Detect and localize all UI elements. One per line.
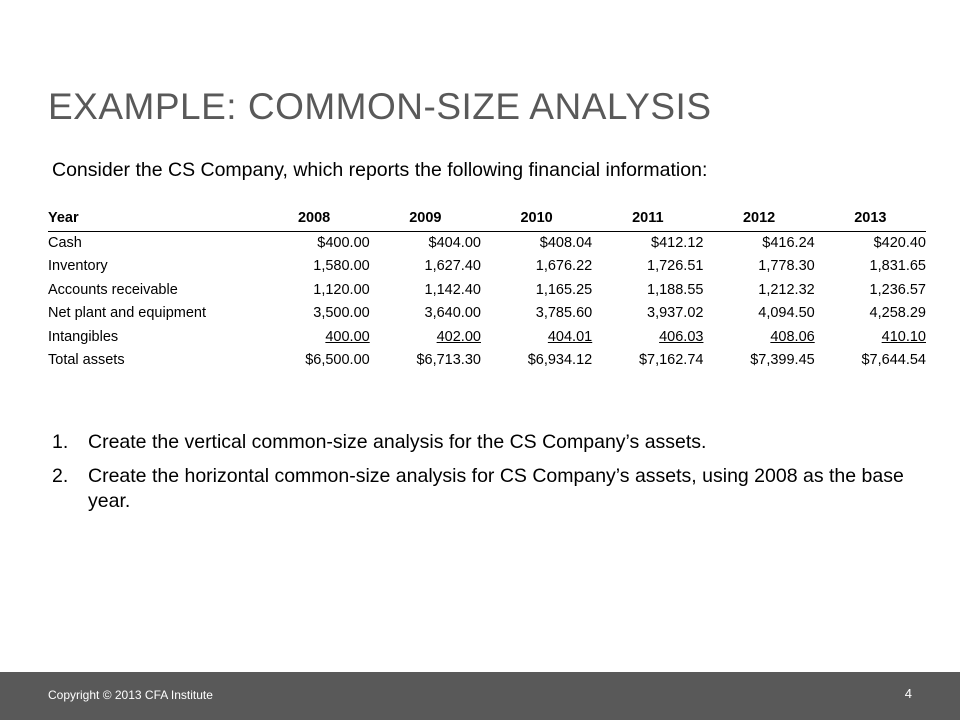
- table-cell: 1,831.65: [869, 258, 926, 274]
- column-header-2008: 2008: [258, 207, 369, 231]
- slide-title: EXAMPLE: COMMON-SIZE ANALYSIS: [48, 86, 712, 127]
- table-cell: 1,212.32: [758, 281, 815, 298]
- table-cell: $6,713.30: [416, 352, 481, 368]
- table-cell: 4,258.29: [869, 305, 926, 321]
- table-header-row: [48, 207, 926, 231]
- table-row-cash: [48, 231, 926, 255]
- column-header-2011: 2011: [592, 207, 703, 231]
- table-row-accounts-receivable: [48, 279, 926, 303]
- table-cell: $404.00: [428, 234, 481, 251]
- table-cell: $6,500.00: [305, 352, 370, 368]
- task-text: Create the vertical common-size analysis for the CS Company’s assets.: [88, 431, 707, 453]
- table-row-total-assets: [48, 349, 926, 373]
- row-label: Net plant and equipment: [48, 305, 206, 321]
- table-row-intangibles: [48, 326, 926, 350]
- table-cell: [592, 326, 703, 350]
- underlined-value: 406.03: [659, 328, 704, 345]
- intro-text: Consider the CS Company, which reports the following financial information:: [52, 159, 708, 181]
- table-cell: $400.00: [317, 234, 370, 251]
- task-list: [52, 430, 920, 523]
- table-cell: 1,165.25: [535, 281, 593, 298]
- underlined-value: 402.00: [436, 328, 481, 345]
- task-item: [52, 430, 920, 455]
- table-cell: 3,640.00: [424, 305, 481, 321]
- table-cell: 1,580.00: [313, 258, 370, 274]
- financial-table: [48, 207, 926, 373]
- page-number: 4: [904, 686, 912, 701]
- row-label: Total assets: [48, 352, 125, 368]
- row-label: Accounts receivable: [48, 281, 178, 298]
- table-row-inventory: [48, 255, 926, 279]
- table-row-net-plant: [48, 302, 926, 326]
- task-text: Create the horizontal common-size analysis for CS Company’s assets, using 2008 as the base year.: [88, 465, 904, 512]
- task-number: 1.: [52, 431, 69, 453]
- table-cell: 3,937.02: [647, 305, 704, 321]
- underlined-value: 410.10: [881, 328, 926, 345]
- task-number: 2.: [52, 465, 69, 487]
- column-header-2012: 2012: [703, 207, 814, 231]
- underlined-value: 400.00: [325, 328, 370, 345]
- table-cell: 1,627.40: [424, 258, 481, 274]
- footer-bar: [0, 672, 960, 720]
- table-cell: [703, 326, 814, 350]
- column-header-2010: 2010: [481, 207, 592, 231]
- task-item: [52, 464, 920, 514]
- table-cell: 4,094.50: [758, 305, 815, 321]
- copyright-text: Copyright © 2013 CFA Institute: [48, 688, 213, 702]
- table-cell: [370, 326, 481, 350]
- table-cell: 1,726.51: [647, 258, 704, 274]
- column-header-2013: 2013: [815, 207, 926, 231]
- table-cell: 1,142.40: [424, 281, 481, 298]
- table-cell: [815, 326, 926, 350]
- table-cell: $7,644.54: [861, 352, 926, 368]
- underlined-value: 404.01: [547, 328, 593, 345]
- table-cell: [481, 326, 592, 350]
- table-cell: 1,676.22: [535, 258, 593, 274]
- table-cell: $420.40: [873, 234, 926, 251]
- table-cell: $7,162.74: [638, 352, 704, 368]
- table-cell: 1,778.30: [758, 258, 815, 274]
- row-label: Cash: [48, 234, 82, 251]
- table-cell: 3,785.60: [535, 305, 593, 321]
- underlined-value: 408.06: [770, 328, 815, 345]
- table-cell: [258, 326, 369, 350]
- table-cell: $408.04: [539, 234, 593, 251]
- row-label: Intangibles: [48, 328, 119, 345]
- table-cell: 1,120.00: [313, 281, 370, 298]
- table-cell: $412.12: [651, 234, 704, 251]
- table-cell: $416.24: [762, 234, 815, 251]
- table-cell: 1,236.57: [869, 281, 926, 298]
- table-cell: 3,500.00: [313, 305, 370, 321]
- row-label: Inventory: [48, 258, 108, 274]
- table-cell: $7,399.45: [750, 352, 815, 368]
- column-header-2009: 2009: [370, 207, 481, 231]
- table-cell: $6,934.12: [527, 352, 593, 368]
- column-header-year: Year: [48, 207, 258, 231]
- table-cell: 1,188.55: [647, 281, 704, 298]
